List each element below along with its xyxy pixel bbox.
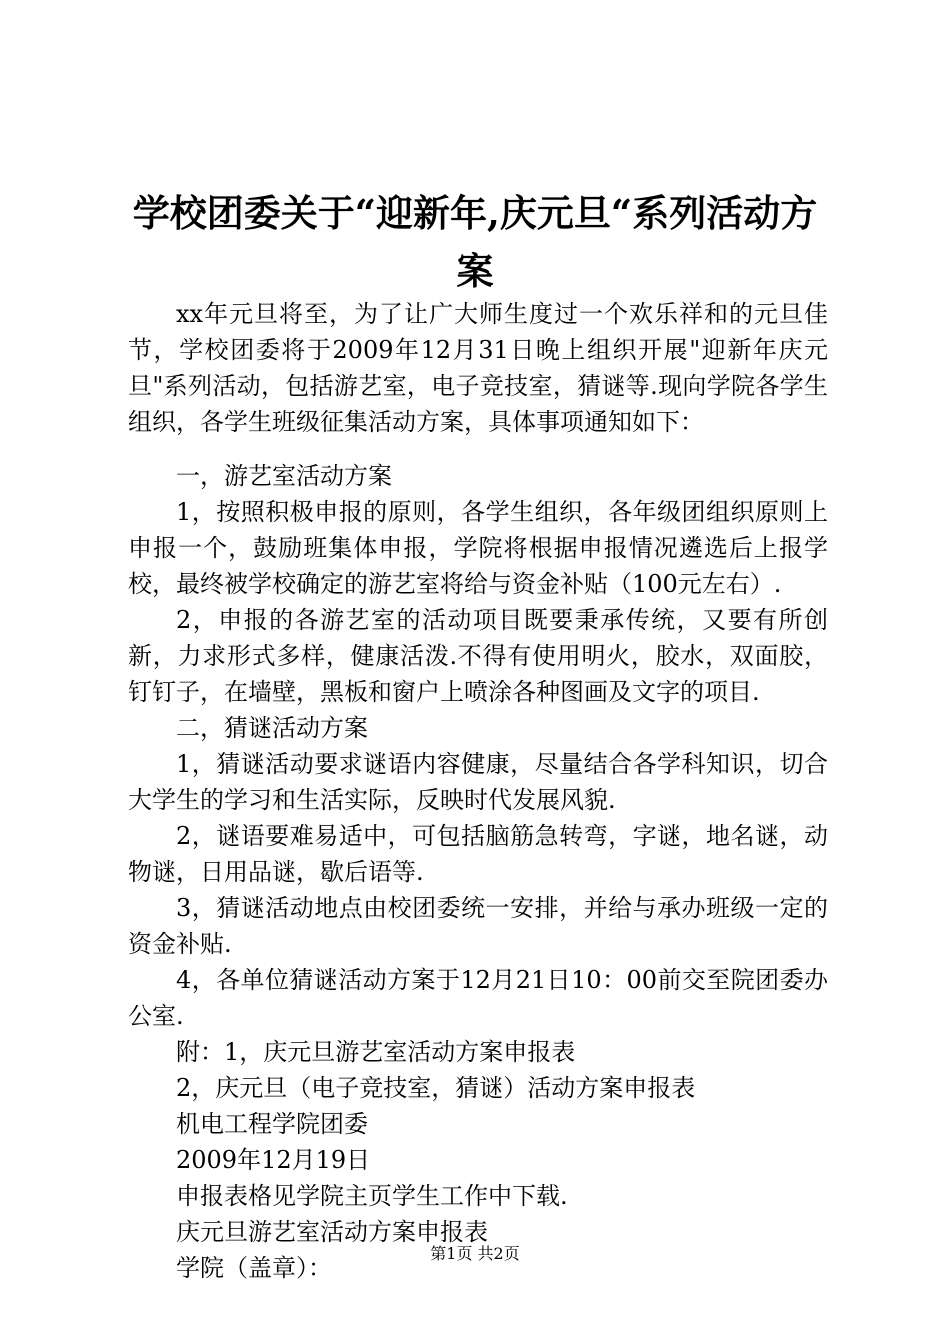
form-college-seal-line: 学院（盖章）： (176, 1254, 332, 1282)
intro-paragraph: xx年元旦将至，为了让广大师生度过一个欢乐祥和的元旦佳节，学校团委将于2009年12月31日晚上组织开展"迎新年庆元旦"系列活动，包括游艺室，电子竞技室，猜谜等.现向学院各学生组织，各学生班级征集活动方案，具体事项通知如下： (128, 300, 828, 436)
issue-date: 2009年12月19日 (176, 1146, 371, 1174)
riddles-item-4: 4，各单位猜谜活动方案于12月21日10：00前交至院团委办公室. (128, 966, 828, 1030)
issuer-name: 机电工程学院团委 (176, 1110, 368, 1138)
attachment-line-2: 2，庆元旦（电子竞技室，猜谜）活动方案申报表 (176, 1074, 696, 1102)
document-title-line-2: 案 (456, 249, 494, 293)
riddles-item-1: 1，猜谜活动要求谜语内容健康，尽量结合各学科知识，切合大学生的学习和生活实际，反映时代发展风貌. (128, 750, 828, 814)
page-footer: 第1页 共2页 (430, 1244, 520, 1263)
game-room-item-2: 2，申报的各游艺室的活动项目既要秉承传统，又要有所创新，力求形式多样，健康活泼.不得有使用明火，胶水，双面胶，钉钉子，在墙壁，黑板和窗户上喷涂各种图画及文字的项目. (128, 606, 828, 706)
section-heading-riddles: 二，猜谜活动方案 (176, 714, 368, 742)
download-note: 申报表格见学院主页学生工作中下载. (176, 1182, 568, 1210)
game-room-item-1: 1，按照积极申报的原则，各学生组织，各年级团组织原则上申报一个，鼓励班集体申报，学院将根据申报情况遴选后上报学校，最终被学校确定的游艺室将给与资金补贴（100元左右）. (128, 498, 828, 598)
document-body (128, 296, 828, 1286)
riddles-item-3: 3，猜谜活动地点由校团委统一安排，并给与承办班级一定的资金补贴. (128, 894, 828, 958)
form-title: 庆元旦游艺室活动方案申报表 (176, 1218, 488, 1246)
riddles-item-2: 2，谜语要难易适中，可包括脑筋急转弯，字谜，地名谜，动物谜，日用品谜，歇后语等. (128, 822, 828, 886)
attachment-line-1: 附：1，庆元旦游艺室活动方案申报表 (176, 1038, 576, 1066)
document-title-line-1: 学校团委关于“迎新年,庆元旦“系列活动方 (132, 191, 818, 235)
section-heading-game-room: 一，游艺室活动方案 (176, 462, 392, 490)
